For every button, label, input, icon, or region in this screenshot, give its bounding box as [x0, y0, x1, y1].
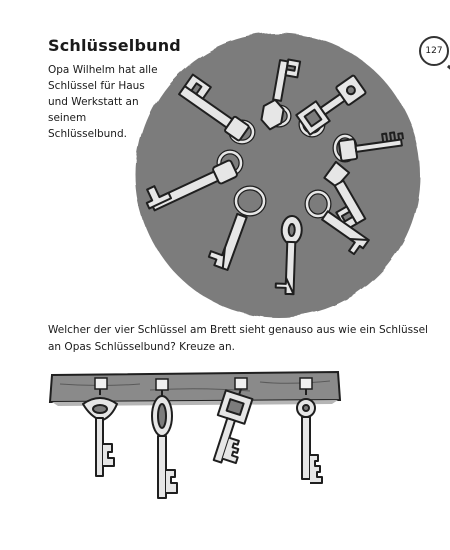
page-title: Schlüsselbund [48, 36, 181, 55]
board-key-2 [152, 390, 177, 498]
task-instruction: Welcher der vier Schlüssel am Brett sieht genauso aus wie ein Schlüssel an Opas Schlüsselbund? Kreuze an. [48, 324, 428, 353]
board-key-1 [83, 389, 117, 476]
intro-text: Opa Wilhelm hat alle Schlüssel für Haus und Werkstatt an seinem Schlüsselbund. [48, 64, 158, 140]
page-number: 127 [425, 46, 443, 56]
